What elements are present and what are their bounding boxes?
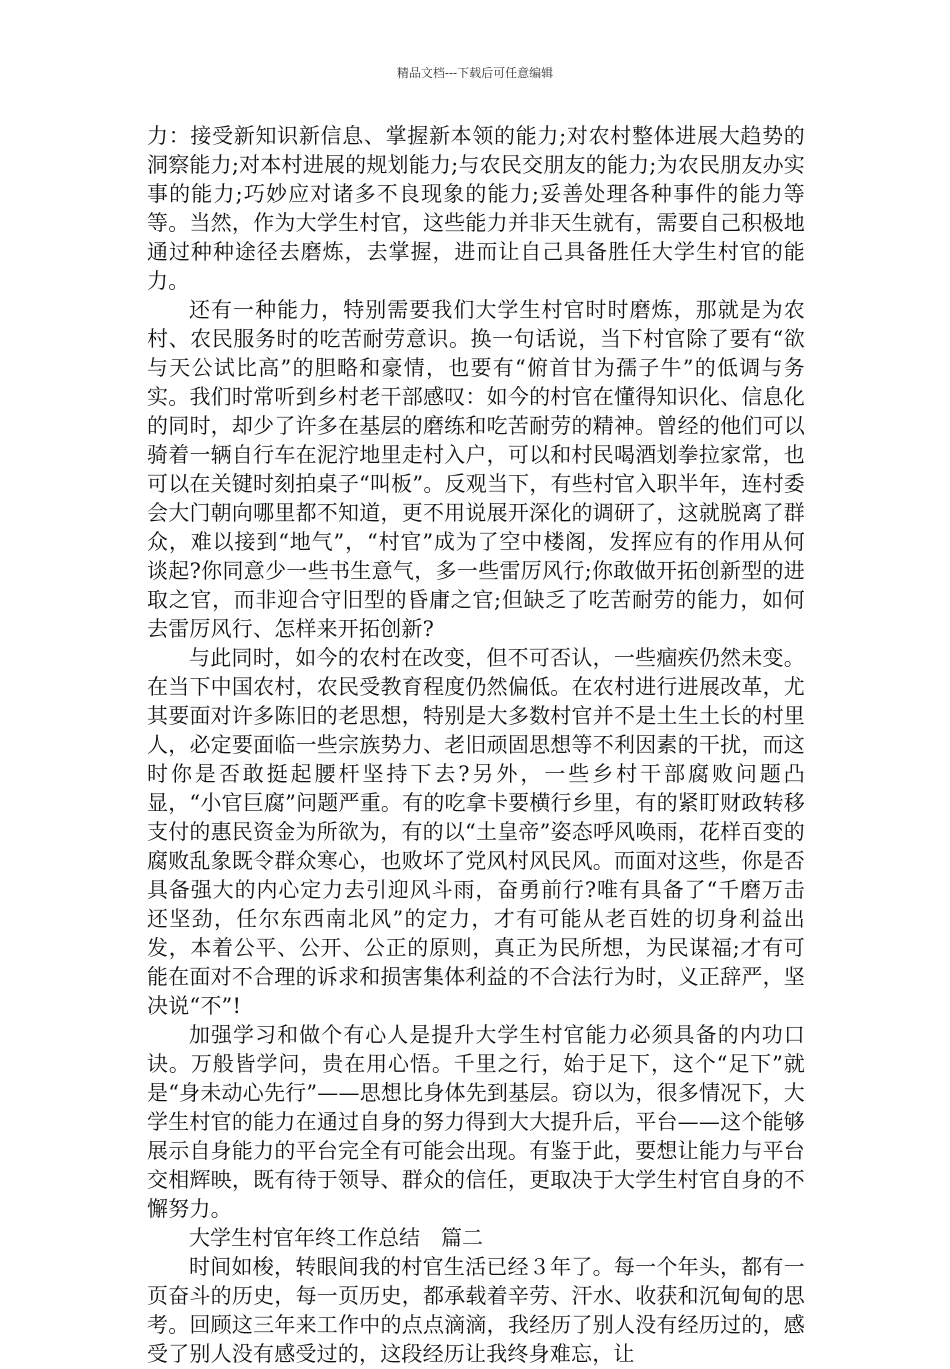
document-body [147,122,805,1369]
paragraph-3: 与此同时，如今的农村在改变，但不可否认，一些痼疾仍然未变。在当下中国农村，农民受教育程度仍然偏低。在农村进行进展改革，尤其要面对许多陈旧的老思想，特别是大多数村官并不是土生土长的村里人，必定要面临一些宗族势力、老旧顽固思想等不利因素的干扰，而这时你是否敢挺起腰杆坚持下去?另外，一些乡村干部腐败问题凸显，“小官巨腐”问题严重。有的吃拿卡要横行乡里，有的紧盯财政转移支付的惠民资金为所欲为，有的以“土皇帝”姿态呼风唤雨，花样百变的腐败乱象既令群众寒心，也败坏了党风村风民风。而面对这些，你是否具备强大的内心定力去引迎风斗雨，奋勇前行?唯有具备了“千磨万击还坚劲，任尔东西南北风”的定力，才有可能从老百姓的切身利益出发，本着公平、公开、公正的原则，真正为民所想，为民谋福;才有可能在面对不合理的诉求和损害集体利益的不合法行为时，义正辞严，坚决说“不”! [147,646,805,1018]
paragraph-2: 还有一种能力，特别需要我们大学生村官时时磨炼，那就是为农村、农民服务时的吃苦耐劳意识。换一句话说，当下村官除了要有“欲与天公试比高”的胆略和豪情，也要有“俯首甘为孺子牛”的低调与务实。我们时常听到乡村老干部感叹：如今的村官在懂得知识化、信息化的同时，却少了许多在基层的磨练和吃苦耐劳的精神。曾经的他们可以骑着一辆自行车在泥泞地里走村入户，可以和村民喝酒划拳拉家常，也可以在关键时刻拍桌子“叫板”。反观当下，有些村官入职半年，连村委会大门朝向哪里都不知道，更不用说展开深化的调研了，这就脱离了群众，难以接到“地气”，“村官”成为了空中楼阁，发挥应有的作用从何谈起?你同意少一些书生意气，多一些雷厉风行;你敢做开拓创新型的进取之官，而非迎合守旧型的昏庸之官;但缺乏了吃苦耐劳的能力，如何去雷厉风行、怎样来开拓创新? [147,298,805,641]
paragraph-5: 时间如梭，转眼间我的村官生活已经３年了。每一个年头，都有一页奋斗的历史，每一页历史，都承载着辛劳、汗水、收获和沉甸甸的思考。回顾这三年来工作中的点点滴滴，我经历了别人没有经历过的，感受了别人没有感受过的，这段经历让我终身难忘，让 [147,1255,805,1366]
paragraph-1: 力：接受新知识新信息、掌握新本领的能力;对农村整体进展大趋势的洞察能力;对本村进展的规划能力;与农民交朋友的能力;为农民朋友办实事的能力;巧妙应对诸多不良现象的能力;妥善处理各种事件的能力等等。当然，作为大学生村官，这些能力并非天生就有，需要自己积极地通过种种途径去磨炼，去掌握，进而让自己具备胜任大学生村官的能力。 [147,124,805,293]
paragraph-4: 加强学习和做个有心人是提升大学生村官能力必须具备的内功口诀。万般皆学问，贵在用心悟。千里之行，始于足下，这个“足下”就是“身未动心先行”——思想比身体先到基层。窃以为，很多情况下，大学生村官的能力在通过自身的努力得到大大提升后，平台——这个能够展示自身能力的平台完全有可能会出现。有鉴于此，要想让能力与平台交相辉映，既有待于领导、群众的信任，更取决于大学生村官自身的不懈努力。 [147,1023,805,1221]
section-title: 大学生村官年终工作总结 篇二 [189,1226,483,1250]
page-header: 精品文档---下载后可任意编辑 [396,66,554,80]
